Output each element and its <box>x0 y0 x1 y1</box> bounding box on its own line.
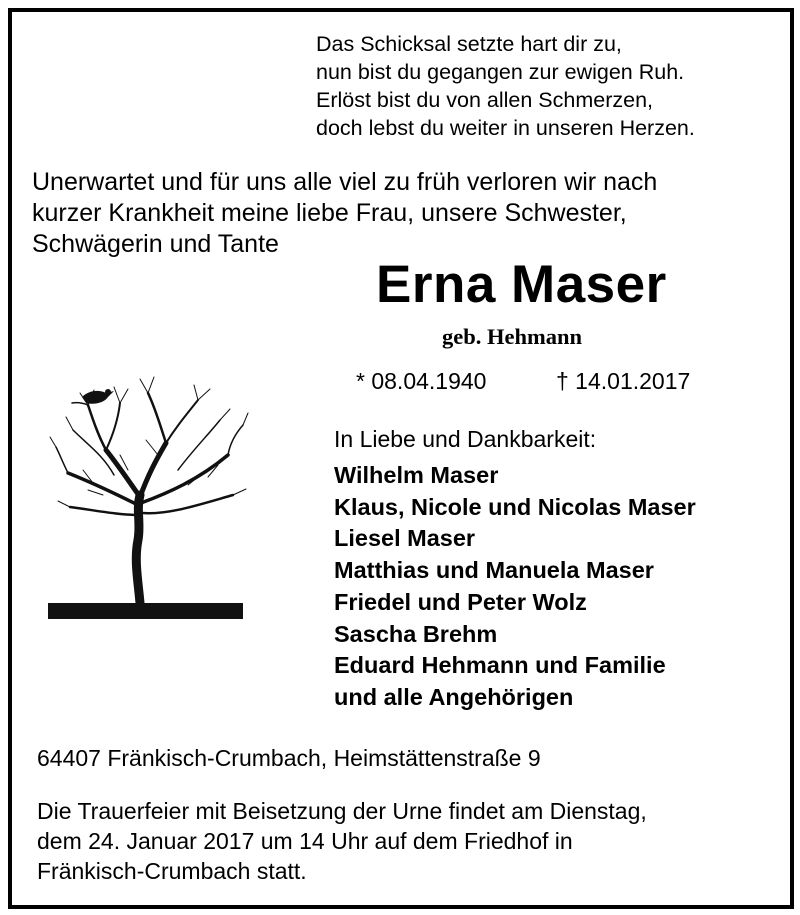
bare-tree-with-bird-icon <box>48 355 258 645</box>
mourner-entry: Klaus, Nicole und Nicolas Maser <box>334 493 696 520</box>
birth-date: * 08.04.1940 <box>356 368 487 394</box>
mourners-heading: In Liebe und Dankbarkeit: <box>334 426 597 452</box>
service-line: Die Trauerfeier mit Beisetzung der Urne findet am Dienstag, <box>37 798 647 824</box>
poem-line: Erlöst bist du von allen Schmerzen, <box>316 88 653 112</box>
deceased-born-name: geb. Hehmann <box>442 324 583 349</box>
poem-line: Das Schicksal setzte hart dir zu, <box>316 32 622 56</box>
intro-line: Schwägerin und Tante <box>32 230 279 258</box>
deceased-name: Erna Maser <box>376 255 667 314</box>
poem-line: doch lebst du weiter in unseren Herzen. <box>316 116 695 140</box>
funeral-service-notice <box>37 796 647 886</box>
mourner-entry: und alle Angehörigen <box>334 683 574 710</box>
poem <box>316 30 695 142</box>
mourner-entry: Eduard Hehmann und Familie <box>334 652 666 679</box>
mourner-entry: Sascha Brehm <box>334 620 498 647</box>
service-line: Fränkisch-Crumbach statt. <box>37 858 307 884</box>
mourner-entry: Friedel und Peter Wolz <box>334 588 587 615</box>
mourner-entry: Liesel Maser <box>334 525 476 552</box>
service-line: dem 24. Januar 2017 um 14 Uhr auf dem Friedhof in <box>37 828 573 854</box>
address: 64407 Fränkisch-Crumbach, Heimstättenstraße 9 <box>37 745 541 771</box>
mourner-entry: Matthias und Manuela Maser <box>334 557 654 584</box>
death-date: † 14.01.2017 <box>556 368 691 394</box>
poem-line: nun bist du gegangen zur ewigen Ruh. <box>316 60 685 84</box>
mourner-entry: Wilhelm Maser <box>334 462 499 488</box>
intro-text <box>32 167 657 260</box>
mourners-list <box>334 460 696 714</box>
intro-line: kurzer Krankheit meine liebe Frau, unsere Schwester, <box>32 199 627 227</box>
intro-line: Unerwartet und für uns alle viel zu früh verloren wir nach <box>32 168 658 196</box>
